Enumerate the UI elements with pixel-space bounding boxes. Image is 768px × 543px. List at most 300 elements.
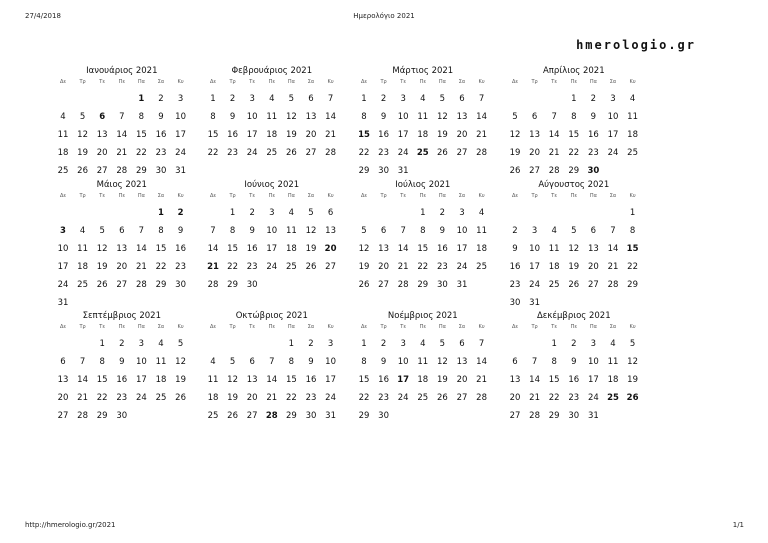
- day-cell: 12: [436, 357, 448, 367]
- day-cell: 22: [227, 262, 238, 272]
- day-cell: 24: [397, 148, 409, 158]
- weekday-label: Πα: [589, 324, 597, 330]
- day-cell: 19: [227, 393, 238, 403]
- day-cell: 7: [478, 94, 485, 104]
- day-cell: 26: [568, 280, 580, 290]
- day-cell: 18: [77, 262, 88, 272]
- day-cell: 18: [417, 130, 429, 140]
- day-cell: 8: [158, 226, 164, 236]
- weekday-label: Δε: [209, 324, 217, 330]
- day-cell: 21: [607, 262, 619, 272]
- day-cell: 22: [207, 148, 219, 158]
- day-cell: 17: [529, 262, 540, 272]
- day-cell: 11: [476, 226, 487, 236]
- day-cell: 21: [266, 393, 278, 403]
- day-cell: 18: [285, 244, 297, 254]
- day-cell: 13: [57, 375, 69, 385]
- day-cell: 19: [175, 375, 186, 385]
- day-cell: 18: [155, 375, 167, 385]
- day-cell: 9: [119, 357, 125, 367]
- day-cell: 26: [436, 148, 448, 158]
- day-cell: 13: [509, 375, 521, 385]
- day-cell: 3: [327, 339, 334, 349]
- day-cell: 22: [548, 393, 560, 403]
- day-cell: 23: [568, 393, 580, 403]
- day-cell: 13: [116, 244, 128, 254]
- weekday-label: Τε: [551, 79, 558, 85]
- weekday-label: Κυ: [327, 193, 334, 199]
- day-cell: 5: [308, 208, 314, 218]
- day-cell: 9: [590, 112, 597, 122]
- day-cell: 18: [57, 148, 69, 158]
- weekday-label: Κυ: [327, 324, 334, 330]
- weekday-label: Κυ: [478, 324, 485, 330]
- day-cell: 29: [285, 411, 297, 421]
- day-cell: 4: [610, 339, 616, 349]
- day-cell: 19: [358, 262, 370, 272]
- day-cell: 3: [249, 94, 255, 104]
- month-title: Φεβρουάριος 2021: [231, 66, 313, 76]
- month-block: [53, 66, 191, 186]
- day-cell: 12: [358, 244, 370, 254]
- day-cell: 19: [96, 262, 108, 272]
- day-cell: 10: [607, 112, 619, 122]
- day-cell: 23: [436, 262, 448, 272]
- day-cell: 6: [531, 112, 538, 122]
- day-cell: 11: [627, 112, 638, 122]
- weekday-label: Τε: [99, 193, 106, 199]
- day-cell: 12: [77, 130, 88, 140]
- month-title: Ιούλιος 2021: [395, 180, 451, 190]
- weekday-label: Σα: [307, 324, 315, 330]
- day-cell: 5: [512, 112, 518, 122]
- day-cell: 22: [135, 148, 147, 158]
- day-cell: 29: [135, 166, 147, 176]
- day-cell: 24: [175, 148, 186, 158]
- day-cell: 27: [509, 411, 521, 421]
- weekday-label: Τρ: [79, 324, 86, 330]
- day-cell: 8: [288, 357, 295, 367]
- day-cell: 4: [551, 226, 557, 236]
- day-cell: 6: [308, 94, 314, 104]
- day-cell: 20: [324, 244, 337, 254]
- weekday-label: Πε: [268, 79, 276, 85]
- weekday-label: Δε: [59, 193, 67, 199]
- day-cell: 4: [420, 339, 426, 349]
- day-cell: 25: [155, 393, 167, 403]
- day-cell: 2: [249, 208, 255, 218]
- weekday-label: Πε: [268, 193, 276, 199]
- day-cell: 28: [207, 280, 219, 290]
- day-cell: 28: [548, 166, 560, 176]
- day-cell: 13: [96, 130, 108, 140]
- day-cell: 2: [177, 208, 184, 218]
- weekday-label: Πα: [287, 324, 295, 330]
- day-cell: 25: [476, 262, 487, 272]
- day-cell: 4: [478, 208, 485, 218]
- day-cell: 25: [548, 280, 560, 290]
- day-cell: 23: [305, 393, 317, 403]
- day-cell: 31: [529, 298, 540, 308]
- day-cell: 28: [325, 148, 336, 158]
- weekday-label: Πε: [268, 324, 276, 330]
- weekday-label: Τε: [99, 324, 106, 330]
- month-block: [203, 180, 341, 300]
- day-cell: 8: [629, 226, 636, 236]
- day-cell: 7: [269, 357, 275, 367]
- day-cell: 5: [439, 339, 446, 349]
- day-cell: 7: [119, 112, 125, 122]
- day-cell: 13: [246, 375, 258, 385]
- day-cell: 25: [266, 148, 278, 158]
- day-cell: 1: [361, 339, 367, 349]
- day-cell: 25: [77, 280, 88, 290]
- day-cell: 6: [249, 357, 255, 367]
- weekday-label: Κυ: [177, 193, 184, 199]
- day-cell: 21: [397, 262, 409, 272]
- day-cell: 10: [529, 244, 540, 254]
- day-cell: 4: [269, 94, 275, 104]
- day-cell: 10: [587, 357, 599, 367]
- weekday-label: Σα: [609, 193, 617, 199]
- month-title: Νοέμβριος 2021: [387, 311, 458, 321]
- day-cell: 23: [155, 148, 167, 158]
- day-cell: 12: [285, 112, 297, 122]
- day-cell: 15: [155, 244, 167, 254]
- day-cell: 6: [512, 357, 518, 367]
- day-cell: 24: [266, 262, 278, 272]
- day-cell: 28: [476, 393, 487, 403]
- day-cell: 30: [509, 298, 521, 308]
- weekday-label: Πα: [438, 79, 446, 85]
- day-cell: 12: [96, 244, 108, 254]
- weekday-label: Πε: [419, 324, 427, 330]
- day-cell: 31: [587, 411, 599, 421]
- day-cell: 14: [548, 130, 560, 140]
- day-cell: 5: [361, 226, 367, 236]
- day-cell: 28: [529, 411, 540, 421]
- day-cell: 18: [607, 375, 619, 385]
- day-cell: 8: [99, 357, 105, 367]
- day-cell: 24: [397, 393, 409, 403]
- weekday-label: Κυ: [629, 324, 636, 330]
- month-block: [354, 311, 492, 431]
- weekday-label: Δε: [360, 79, 368, 85]
- day-cell: 25: [285, 262, 297, 272]
- day-cell: 28: [135, 280, 147, 290]
- day-cell: 25: [57, 166, 69, 176]
- weekday-label: Τρ: [380, 79, 387, 85]
- day-cell: 19: [285, 130, 297, 140]
- day-cell: 25: [607, 393, 619, 403]
- day-cell: 11: [77, 244, 88, 254]
- day-cell: 4: [629, 94, 636, 104]
- day-cell: 20: [456, 130, 468, 140]
- day-cell: 1: [210, 94, 216, 104]
- weekday-label: Τρ: [229, 324, 236, 330]
- day-cell: 10: [325, 357, 336, 367]
- day-cell: 29: [568, 166, 580, 176]
- day-cell: 6: [590, 226, 597, 236]
- day-cell: 4: [158, 339, 164, 349]
- weekday-label: Κυ: [478, 79, 485, 85]
- day-cell: 29: [96, 411, 108, 421]
- day-cell: 14: [135, 244, 147, 254]
- month-block: [354, 66, 492, 186]
- day-cell: 20: [305, 130, 317, 140]
- month-block: [203, 311, 341, 431]
- day-cell: 11: [266, 112, 278, 122]
- weekday-label: Δε: [59, 79, 67, 85]
- day-cell: 2: [119, 339, 125, 349]
- day-cell: 26: [305, 262, 317, 272]
- weekday-label: Πα: [589, 79, 597, 85]
- day-cell: 18: [207, 393, 219, 403]
- day-cell: 17: [246, 130, 258, 140]
- day-cell: 16: [568, 375, 580, 385]
- day-cell: 1: [138, 94, 145, 104]
- day-cell: 1: [629, 208, 636, 218]
- month-block: [505, 180, 643, 308]
- day-cell: 27: [116, 280, 128, 290]
- day-cell: 22: [627, 262, 638, 272]
- weekday-label: Τρ: [380, 324, 387, 330]
- day-cell: 13: [325, 226, 336, 236]
- day-cell: 18: [627, 130, 638, 140]
- weekday-label: Δε: [360, 193, 368, 199]
- day-cell: 29: [417, 280, 429, 290]
- day-cell: 3: [459, 208, 465, 218]
- day-cell: 7: [400, 226, 406, 236]
- day-cell: 13: [305, 112, 317, 122]
- day-cell: 17: [397, 375, 410, 385]
- day-cell: 7: [327, 94, 334, 104]
- weekday-label: Τρ: [79, 193, 86, 199]
- day-cell: 17: [57, 262, 69, 272]
- day-cell: 11: [207, 375, 219, 385]
- day-cell: 16: [378, 375, 389, 385]
- day-cell: 1: [99, 339, 105, 349]
- day-cell: 23: [227, 148, 238, 158]
- day-cell: 24: [529, 280, 540, 290]
- day-cell: 18: [548, 262, 560, 272]
- day-cell: 16: [155, 130, 167, 140]
- day-cell: 26: [227, 411, 238, 421]
- day-cell: 26: [77, 166, 88, 176]
- day-cell: 26: [96, 280, 108, 290]
- day-cell: 13: [378, 244, 389, 254]
- weekday-label: Κυ: [177, 324, 184, 330]
- day-cell: 25: [207, 411, 219, 421]
- weekday-label: Σα: [157, 324, 165, 330]
- day-cell: 12: [509, 130, 521, 140]
- day-cell: 14: [116, 130, 128, 140]
- day-cell: 17: [266, 244, 278, 254]
- day-cell: 28: [476, 148, 487, 158]
- day-cell: 15: [227, 244, 238, 254]
- day-cell: 21: [77, 393, 88, 403]
- day-cell: 3: [400, 94, 406, 104]
- day-cell: 24: [325, 393, 336, 403]
- weekday-label: Σα: [458, 79, 466, 85]
- weekday-label: Πα: [287, 193, 295, 199]
- day-cell: 19: [77, 148, 88, 158]
- day-cell: 2: [512, 226, 518, 236]
- print-date: 27/4/2018: [25, 12, 61, 20]
- day-cell: 11: [417, 112, 429, 122]
- day-cell: 2: [380, 339, 387, 349]
- day-cell: 2: [439, 208, 446, 218]
- day-cell: 23: [246, 262, 258, 272]
- day-cell: 27: [246, 411, 258, 421]
- day-cell: 3: [610, 94, 616, 104]
- day-cell: 22: [96, 393, 108, 403]
- weekday-label: Πε: [570, 79, 578, 85]
- day-cell: 23: [509, 280, 521, 290]
- weekday-label: Δε: [511, 79, 519, 85]
- month-title: Αύγουστος 2021: [538, 180, 610, 190]
- day-cell: 24: [246, 148, 258, 158]
- day-cell: 30: [436, 280, 448, 290]
- day-cell: 7: [531, 357, 538, 367]
- day-cell: 25: [417, 393, 429, 403]
- day-cell: 30: [305, 411, 317, 421]
- weekday-label: Δε: [511, 193, 519, 199]
- day-cell: 26: [285, 148, 297, 158]
- day-cell: 14: [207, 244, 219, 254]
- day-cell: 27: [57, 411, 69, 421]
- day-cell: 10: [397, 357, 409, 367]
- weekday-label: Σα: [157, 79, 165, 85]
- day-cell: 21: [116, 148, 128, 158]
- day-cell: 5: [99, 226, 105, 236]
- day-cell: 7: [610, 226, 616, 236]
- day-cell: 27: [378, 280, 389, 290]
- month-title: Δεκέμβριος 2021: [536, 311, 611, 321]
- day-cell: 5: [229, 357, 236, 367]
- day-cell: 2: [380, 94, 387, 104]
- day-cell: 7: [79, 357, 86, 367]
- day-cell: 22: [285, 393, 297, 403]
- day-cell: 5: [288, 94, 295, 104]
- day-cell: 18: [417, 375, 429, 385]
- day-cell: 17: [175, 130, 186, 140]
- weekday-label: Τρ: [531, 79, 538, 85]
- page-number: 1/1: [732, 521, 744, 529]
- day-cell: 21: [476, 375, 487, 385]
- month-title: Απρίλιος 2021: [542, 66, 605, 76]
- day-cell: 14: [607, 244, 619, 254]
- day-cell: 5: [79, 112, 86, 122]
- day-cell: 8: [138, 112, 145, 122]
- day-cell: 13: [456, 357, 468, 367]
- day-cell: 16: [509, 262, 521, 272]
- day-cell: 30: [378, 411, 389, 421]
- day-cell: 30: [587, 166, 600, 176]
- day-cell: 28: [77, 411, 88, 421]
- weekday-label: Πε: [118, 324, 126, 330]
- day-cell: 21: [207, 262, 219, 272]
- day-cell: 28: [607, 280, 619, 290]
- day-cell: 8: [571, 112, 577, 122]
- day-cell: 2: [590, 94, 597, 104]
- day-cell: 14: [397, 244, 409, 254]
- day-cell: 6: [99, 112, 106, 122]
- month-block: [505, 66, 643, 186]
- day-cell: 12: [436, 112, 448, 122]
- day-cell: 30: [116, 411, 128, 421]
- month-block: [53, 311, 191, 431]
- day-cell: 15: [568, 130, 580, 140]
- day-cell: 16: [175, 244, 186, 254]
- weekday-label: Τε: [249, 324, 256, 330]
- day-cell: 9: [439, 226, 446, 236]
- day-cell: 5: [571, 226, 577, 236]
- weekday-label: Τε: [249, 193, 256, 199]
- day-cell: 20: [57, 393, 69, 403]
- day-cell: 1: [551, 339, 557, 349]
- weekday-label: Δε: [209, 79, 217, 85]
- weekday-label: Σα: [609, 324, 617, 330]
- weekday-label: Τε: [99, 79, 106, 85]
- day-cell: 3: [531, 226, 538, 236]
- day-cell: 6: [327, 208, 334, 218]
- day-cell: 17: [397, 130, 409, 140]
- day-cell: 10: [135, 357, 147, 367]
- day-cell: 20: [116, 262, 128, 272]
- day-cell: 11: [155, 357, 167, 367]
- month-block: [53, 180, 191, 308]
- day-cell: 22: [568, 148, 580, 158]
- weekday-label: Πα: [287, 79, 295, 85]
- weekday-label: Τρ: [229, 193, 236, 199]
- month-block: [354, 180, 492, 300]
- weekday-label: Κυ: [177, 79, 184, 85]
- day-cell: 1: [361, 94, 367, 104]
- day-cell: 23: [116, 393, 128, 403]
- weekday-label: Κυ: [327, 79, 334, 85]
- day-cell: 15: [207, 130, 219, 140]
- day-cell: 15: [548, 375, 560, 385]
- day-cell: 31: [325, 411, 336, 421]
- weekday-label: Πα: [137, 193, 145, 199]
- day-cell: 22: [358, 393, 370, 403]
- day-cell: 11: [607, 357, 619, 367]
- day-cell: 24: [587, 393, 599, 403]
- day-cell: 14: [476, 357, 487, 367]
- day-cell: 20: [509, 393, 521, 403]
- day-cell: 15: [96, 375, 108, 385]
- day-cell: 31: [175, 166, 186, 176]
- day-cell: 21: [135, 262, 147, 272]
- day-cell: 27: [456, 393, 468, 403]
- day-cell: 2: [308, 339, 314, 349]
- day-cell: 23: [587, 148, 599, 158]
- day-cell: 1: [420, 208, 426, 218]
- day-cell: 21: [476, 130, 487, 140]
- day-cell: 23: [378, 148, 389, 158]
- day-cell: 23: [378, 393, 389, 403]
- weekday-label: Πα: [438, 193, 446, 199]
- month-title: Μάρτιος 2021: [392, 66, 454, 76]
- day-cell: 9: [308, 357, 314, 367]
- weekday-label: Πα: [438, 324, 446, 330]
- month-title: Ιανουάριος 2021: [86, 66, 158, 76]
- day-cell: 17: [325, 375, 336, 385]
- day-cell: 12: [175, 357, 186, 367]
- day-cell: 30: [155, 166, 167, 176]
- day-cell: 15: [358, 130, 370, 140]
